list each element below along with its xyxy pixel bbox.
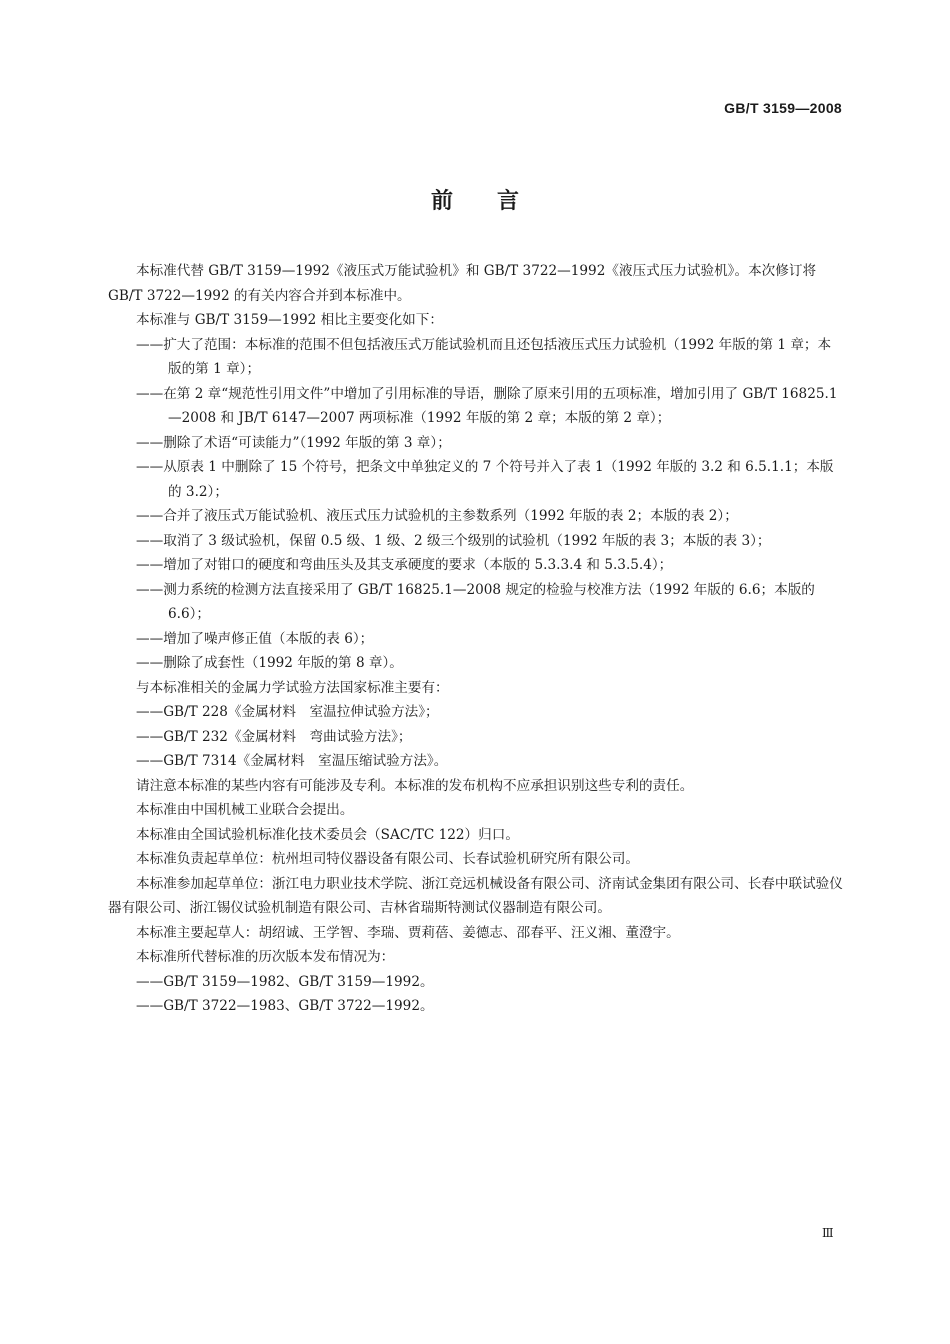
change-item: ——扩大了范围：本标准的范围不但包括液压式万能试验机而且还包括液压式压力试验机（1992 年版的第 1 章；本版的第 1 章）；	[136, 336, 832, 377]
paragraph-proposed-by: 本标准由中国机械工业联合会提出。	[136, 802, 354, 818]
page-number: Ⅲ	[822, 1226, 834, 1240]
paragraph-administered-by: 本标准由全国试验机标准化技术委员会（SAC/TC 122）归口。	[136, 826, 519, 843]
paragraph-drafting-units: 本标准负责起草单位：杭州坦司特仪器设备有限公司、长春试验机研究所有限公司。	[136, 851, 639, 867]
change-item: ——删除了成套性（1992 年版的第 8 章）。	[136, 655, 403, 671]
change-item: ——取消了 3 级试验机，保留 0.5 级、1 级、2 级三个级别的试验机（1992 年版的表 3；本版的表 3）；	[136, 532, 771, 549]
paragraph-changes-intro: 本标准与 GB/T 3159—1992 相比主要变化如下：	[136, 312, 443, 328]
paragraph-replaces: 本标准代替 GB/T 3159—1992《液压式万能试验机》和 GB/T 3722—1992《液压式压力试验机》。本次修订将 GB/T 3722—1992 的有关内容合并到本标准中。	[108, 263, 817, 304]
paragraph-participating-units: 本标准参加起草单位：浙江电力职业技术学院、浙江竞远机械设备有限公司、济南试金集团有限公司、长春中联试验仪器有限公司、浙江锡仪试验机制造有限公司、吉林省瑞斯特测试仪器制造有限公司。	[108, 875, 843, 916]
change-item: ——增加了噪声修正值（本版的表 6）；	[136, 630, 374, 647]
paragraph-history-intro: 本标准所代替标准的历次版本发布情况为：	[136, 949, 395, 965]
paragraph-related-standards: 与本标准相关的金属力学试验方法国家标准主要有：	[136, 679, 449, 696]
change-item: ——在第 2 章“规范性引用文件”中增加了引用标准的导语，删除了原来引用的五项标准，增加引用了 GB/T 16825.1—2008 和 JB/T 6147—2007 两项标准（1992 年版的第 2 章；本版的第 2 章）；	[136, 385, 838, 426]
foreword-body	[108, 259, 844, 1019]
change-item: ——合并了液压式万能试验机、液压式压力试验机的主参数系列（1992 年版的表 2；本版的表 2）；	[136, 508, 738, 524]
change-item: ——从原表 1 中删除了 15 个符号，把条文中单独定义的 7 个符号并入了表 1（1992 年版的 3.2 和 6.5.1.1；本版的 3.2）；	[136, 459, 834, 500]
change-item: ——增加了对钳口的硬度和弯曲压头及其支承硬度的要求（本版的 5.3.3.4 和 5.3.5.4）；	[136, 557, 673, 573]
related-standard-item: ——GB/T 232《金属材料 弯曲试验方法》；	[136, 728, 412, 745]
change-item: ——删除了术语“可读能力”（1992 年版的第 3 章）；	[136, 434, 451, 451]
paragraph-patent-notice: 请注意本标准的某些内容有可能涉及专利。本标准的发布机构不应承担识别这些专利的责任。	[136, 777, 694, 794]
history-item: ——GB/T 3722—1983、GB/T 3722—1992。	[136, 998, 434, 1014]
related-standard-item: ——GB/T 228《金属材料 室温拉伸试验方法》；	[136, 704, 439, 720]
change-item: ——测力系统的检测方法直接采用了 GB/T 16825.1—2008 规定的检验与校准方法（1992 年版的 6.6；本版的 6.6）；	[136, 581, 815, 622]
related-standard-item: ——GB/T 7314《金属材料 室温压缩试验方法》。	[136, 753, 448, 769]
page-title: 前言	[430, 189, 563, 214]
paragraph-drafters: 本标准主要起草人：胡绍诚、王学智、李瑞、贾莉蓓、姜德志、邵春平、汪义湘、董澄宇。	[136, 924, 680, 941]
history-item: ——GB/T 3159—1982、GB/T 3159—1992。	[136, 973, 434, 990]
standard-code: GB/T 3159—2008	[724, 100, 842, 116]
